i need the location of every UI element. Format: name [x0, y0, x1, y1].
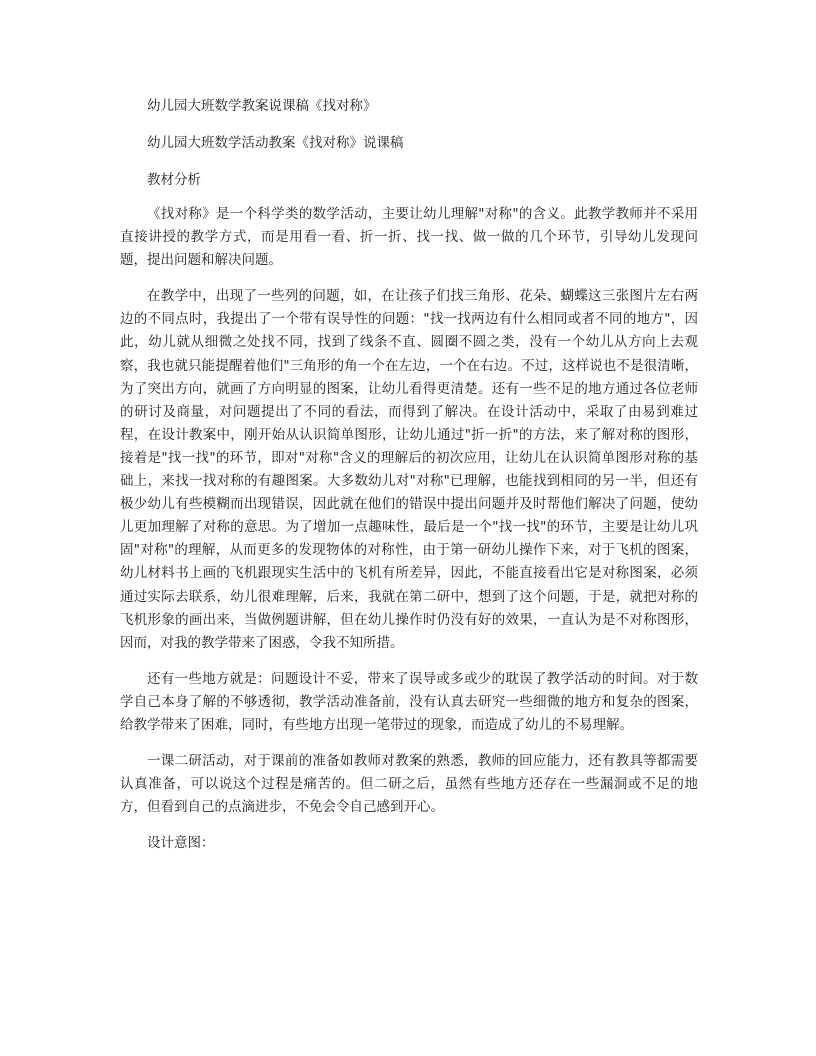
- paragraph-reflection: 一课二研活动，对于课前的准备如教师对教案的熟悉，教师的回应能力，还有教具等都需要认真准备，可以说这个过程是痛苦的。但二研之后，虽然有些地方还存在一些漏洞或不足的地方，但看到自己的点滴进步，不免会令自己感到开心。: [120, 753, 698, 816]
- paragraph-intro: 《找对称》是一个科学类的数学活动，主要让幼儿理解"对称"的含义。此教学教师并不采用直接讲授的教学方式，而是用看一看、折一折、找一找、做一做的几个环节，引导幼儿发现问题，提出问题和解决问题。: [120, 206, 698, 269]
- paragraph-teaching-process: 在教学中，出现了一些列的问题，如，在让孩子们找三角形、花朵、蝴蝶这三张图片左右两边的不同点时，我提出了一个带有误导性的问题："找一找两边有什么相同或者不同的地方"，因此，幼儿就从细微之处找不同，找到了线条不直、圆圈不圆之类，没有一个幼儿从方向上去观察，我也就只能提醒着他们"三角形的角一个在左边，一个在右边。不过，这样说也不是很清晰，为了突出方向，就画了方向明显的图案，让幼儿看得更清楚。还有一些不足的地方通过各位老师的研讨及商量，对问题提出了不同的看法，而得到了解决。在设计活动中，采取了由易到难过程，在设计教案中，刚开始从认识简单图形，让幼儿通过"折一折"的方法，来了解对称的图形，接着是"找一找"的环节，即对"对称"含义的理解后的初次应用，让幼儿在认识简单图形对称的基础上，来找一找对称的有趣图案。大多数幼儿对"对称"已理解，也能找到相同的另一半，但还有极少幼儿有些模糊而出现错误，因此就在他们的错误中提出问题并及时帮他们解决了问题，使幼儿更加理解了对称的意思。为了增加一点趣味性，最后是一个"找一找"的环节，主要是让幼儿巩固"对称"的理解，从而更多的发现物体的对称性，由于第一研幼儿操作下来，对于飞机的图案，幼儿材料书上画的飞机跟现实生活中的飞机有所差异，因此，不能直接看出它是对称图案，必须通过实际去联系，幼儿很难理解，后来，我就在第二研中，想到了这个问题，于是，就把对称的飞机形象的画出来，当做例题讲解，但在幼儿操作时仍没有好的效果，一直认为是不对称图形，因而，对我的教学带来了困惑，令我不知所措。: [120, 288, 698, 651]
- document-page: [120, 96, 698, 870]
- section-heading-design-intent: 设计意图：: [147, 835, 215, 852]
- section-heading-material-analysis: 教材分析: [147, 172, 201, 188]
- paragraph-shortcomings: 还有一些地方就是：问题设计不妥，带来了误导或多或少的耽误了教学活动的时间。对于数学自己本身了解的不够透彻，教学活动准备前，没有认真去研究一些细微的地方和复杂的图案，给教学带来了困难，同时，有些地方出现一笔带过的现象，而造成了幼儿的不易理解。: [120, 670, 698, 733]
- document-title: 幼儿园大班数学教案说课稿《找对称》: [147, 98, 377, 114]
- document-subtitle: 幼儿园大班数学活动教案《找对称》说课稿: [147, 135, 404, 151]
